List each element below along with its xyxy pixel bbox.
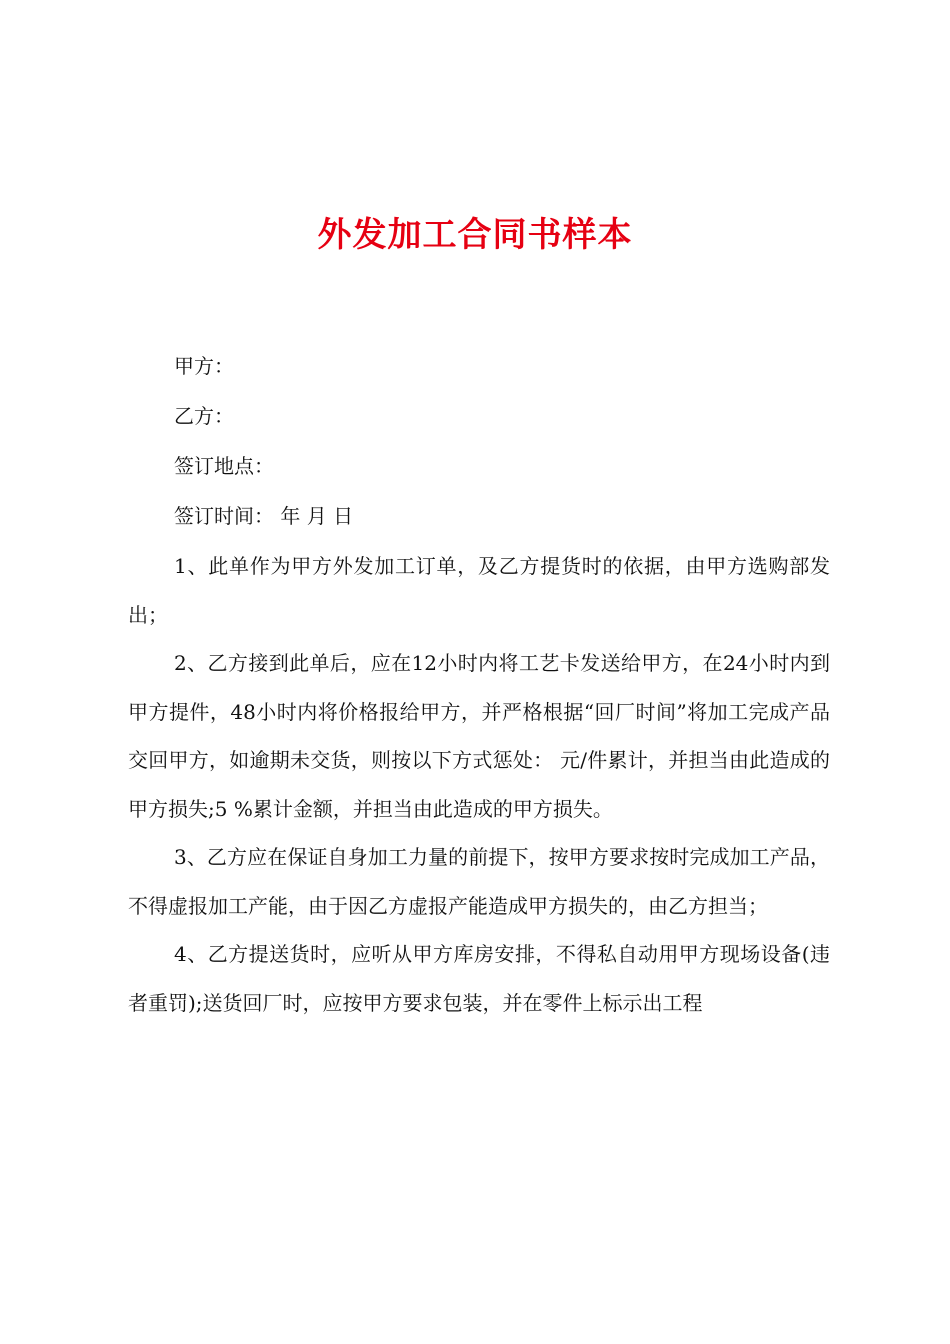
document-title: 外发加工合同书样本 (317, 215, 633, 255)
clause-2: 2、乙方接到此单后，应在12小时内将工艺卡发送给甲方，在24小时内到甲方提件，48小时内将价格报给甲方，并严格根据“回厂时间”将加工完成产品交回甲方，如逾期未交货，则按以下方式惩处： 元/件累计，并担当由此造成的甲方损失;5 %累计金额，并担当由此造成的甲方损失。 (128, 651, 830, 821)
signing-date-field: 签订时间： 年 月 日 (174, 504, 354, 528)
clause-3: 3、乙方应在保证自身加工力量的前提下，按甲方要求按时完成加工产品，不得虚报加工产能，由于因乙方虚报产能造成甲方损失的，由乙方担当； (128, 845, 830, 918)
party-b-field: 乙方： (174, 404, 234, 428)
signing-place-field: 签订地点： (174, 454, 274, 478)
party-a-field: 甲方： (174, 354, 234, 378)
clause-4: 4、乙方提送货时，应听从甲方库房安排，不得私自动用甲方现场设备(违者重罚);送货回厂时，应按甲方要求包装，并在零件上标示出工程 (128, 942, 830, 1015)
document-body (128, 342, 830, 1027)
clause-1: 1、此单作为甲方外发加工订单，及乙方提货时的依据，由甲方选购部发出； (128, 554, 830, 627)
